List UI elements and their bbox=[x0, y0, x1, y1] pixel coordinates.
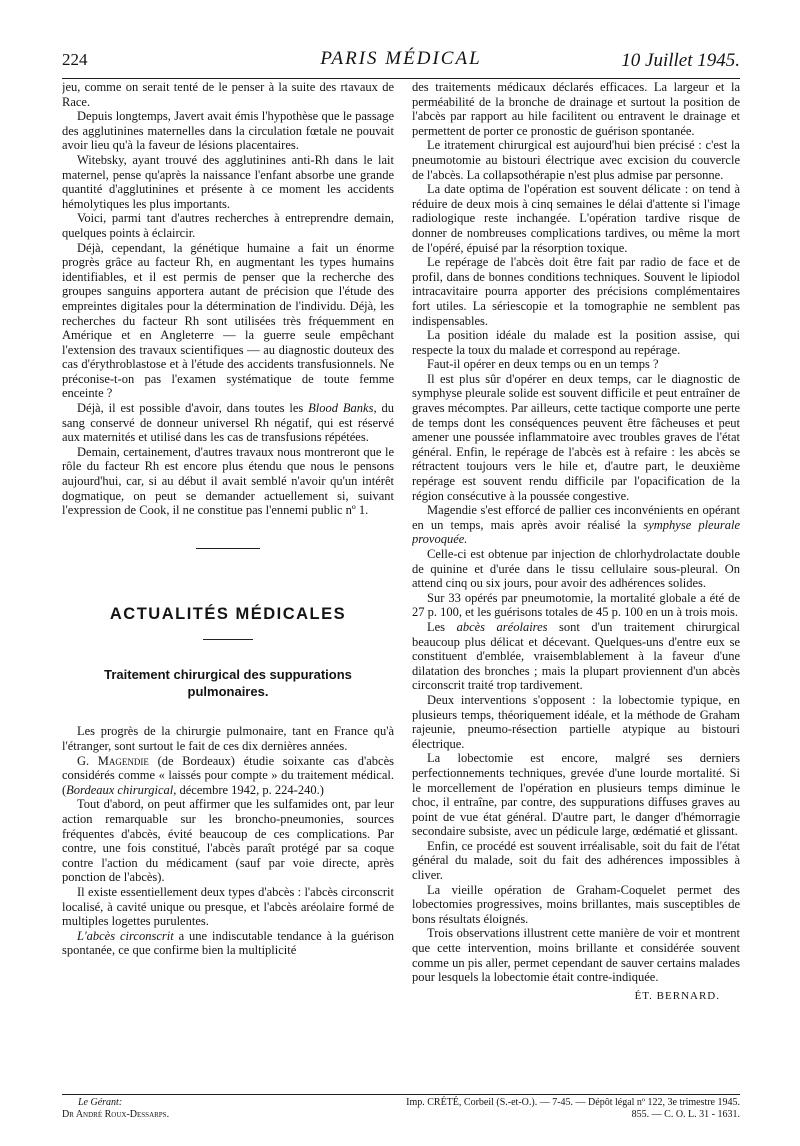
paragraph: Trois observations illustrent cette manière de voir et montrent que cette intervention, moins brillante et considérée souvent comme un pis aller, permet cependant de sauver certains malades pour lesquels la lobectomie était contre-indiquée. bbox=[412, 926, 740, 985]
text-run: a une indiscutable tendance à la guérison spontanée, ce que confirme bien la multiplicité bbox=[62, 928, 394, 958]
page-number: 224 bbox=[62, 50, 88, 69]
paragraph bbox=[412, 503, 740, 547]
paragraph: La date optima de l'opération est souvent délicate : on tend à réduire de deux mois à cinq semaines le délai d'attente si l'image radiologique reste inchangée. L'opération tardive risque de donner de nombreuses complications tardives, ou même la mort de l'opéré, épuisé par la résorption toxique. bbox=[412, 182, 740, 255]
italic-term: L'abcès circonscrit bbox=[77, 928, 174, 943]
printer-block bbox=[322, 1097, 740, 1121]
text-run: Les bbox=[427, 619, 457, 634]
gerant-label: Le Gérant: bbox=[78, 1097, 123, 1108]
left-column bbox=[62, 80, 394, 1090]
paragraph: Le itratement chirurgical est aujourd'hui bien précisé : c'est la pneumotomie au bistouri électrique avec excision du couvercle de l'abcès. La collapsothérapie n'est plus admise par personne. bbox=[412, 138, 740, 182]
paragraph-citation bbox=[62, 754, 394, 798]
paragraph: Il est plus sûr d'opérer en deux temps, car le diagnostic de symphyse pleurale solide est souvent difficile et peut entraîner de graves mécomptes. Par ailleurs, cette tactique comporte une perte de temps dont les conséquences peuvent être fâcheuses et peut amener une poussée inflammatoire avec troubles graves de l'état général. Enfin, le repérage de l'abcès est à refaire : les abcès se rétractent toujours vers le hile et, d'autre part, le deuxième repérage est souvent rendu difficile par l'opacification de la région consécutive à la poussée congestive. bbox=[412, 371, 740, 503]
paragraph: Il existe essentiellement deux types d'abcès : l'abcès circonscrit localisé, à cavité unique ou presque, et l'abcès aréolaire formé de multiples logettes purulentes. bbox=[62, 884, 394, 929]
imprint-line: 855. — C. O. L. 31 - 1631. bbox=[631, 1109, 740, 1120]
paragraph: Les progrès de la chirurgie pulmonaire, tant en France qu'à l'étranger, sont surtout le fait de ces dix dernières années. bbox=[62, 724, 394, 753]
right-column bbox=[412, 80, 740, 1090]
italic-term: symphyse pleurale provoquée. bbox=[412, 517, 740, 547]
text-run: décembre 1942, p. 224-240.) bbox=[176, 782, 324, 797]
paragraph: Demain, certainement, d'autres travaux nous montreront que le rôle du facteur Rh est encore plus étendu que nous le pensons aujourd'hui, car, si au début il avait semblé n'avoir qu'un intérêt dogmatique, on peut se demander actuellement si, suivant l'expression de Cook, il ne constitue pas l'ennemi public nº 1. bbox=[62, 444, 394, 518]
paragraph: des traitements médicaux déclarés efficaces. La largeur et la perméabilité de la bronche de drainage et surtout la position de l'abcès par rapport au hile facilitent ou entravent le drainage et permettent de porter ce pronostic de guérison spontanée. bbox=[412, 80, 740, 138]
gerant-name: Dr André Roux-Dessarps. bbox=[62, 1109, 170, 1120]
article-title: Traitement chirurgical des suppurations pulmonaires. bbox=[104, 667, 352, 700]
paragraph: jeu, comme on serait tenté de le penser à la suite des rtavaux de Race. bbox=[62, 80, 394, 109]
paragraph: Celle-ci est obtenue par injection de chlorhydrolactate double de quinine et d'urée dans le tissu cellulaire sous-pleural. On attend cinq ou six jours, pour avoir des adhérences solides. bbox=[412, 547, 740, 591]
section-title: ACTUALITÉS MÉDICALES bbox=[109, 604, 347, 623]
paragraph: Voici, parmi tant d'autres recherches à entreprendre demain, quelques points à éclaircir. bbox=[62, 211, 394, 240]
paragraph: Tout d'abord, on peut affirmer que les sulfamides ont, par leur action remarquable sur les broncho-pneumonies, sources fréquentes d'abcès, évité beaucoup de ces complications. Par contre, une fois constitué, l'abcès paraît protégé par sa coque contre l'action du médicament (sauf par voie directe, après ponction de l'abcès). bbox=[62, 797, 394, 885]
publisher-block bbox=[62, 1097, 312, 1121]
footer-rule bbox=[62, 1094, 740, 1095]
paragraph: La vieille opération de Graham-Coquelet permet des lobectomies progressives, moins brillantes, mais susceptibles de bons résultats éloignés. bbox=[412, 882, 740, 926]
text-run: sont d'un traitement chirurgical beaucoup plus délicat et décevant. Quelques-uns d'entre eux se constituent d'emblée, vraisemblablement à la faveur d'une dilatation des bronches ; mais la plupart proviennent d'un abcès circonscrit traité trop tardivement. bbox=[412, 619, 740, 693]
paragraph: Enfin, ce procédé est souvent irréalisable, soit du fait de l'état général du malade, soit du fait des adhérences impossibles à cliver. bbox=[412, 838, 740, 883]
paragraph-blood-banks bbox=[62, 401, 394, 445]
paragraph: Deux interventions s'opposent : la lobectomie typique, en plusieurs temps, théoriquement idéale, et la méthode de Graham rajeunie, pneumo-résection partielle atypique au bistouri électrique. bbox=[412, 692, 740, 751]
text-run: Déjà, il est possible d'avoir, dans toutes les bbox=[77, 401, 309, 416]
paragraph bbox=[412, 620, 740, 693]
journal-reference: Bordeaux chirurgical, bbox=[66, 782, 177, 797]
paragraph: La lobectomie est encore, malgré ses derniers perfectionnements techniques, grevée d'une lourde mortalité. Si le morcellement de l'opération en plusieurs temps diminue le choc, il entraîne, par contre, des suppurations diffuses graves au point de vue état général. D'autre part, le danger d'hémorragie secondaire subsiste, avec un pédicule large, œdématié et glissant. bbox=[412, 751, 740, 839]
paragraph: Sur 33 opérés par pneumotomie, la mortalité globale a été de 27 p. 100, et les guérisons totales de 45 p. 100 en un à trois mois. bbox=[412, 590, 740, 620]
paragraph: La position idéale du malade est la position assise, qui respecte la toux du malade et correspond au repérage. bbox=[412, 328, 740, 357]
journal-title: PARIS MÉDICAL bbox=[320, 48, 482, 69]
text-run: (de Bordeaux) étudie soixante cas d'abcès considérés comme « laissés pour compte » du traitement médical. ( bbox=[62, 753, 394, 797]
running-header bbox=[62, 46, 740, 76]
italic-term: Blood Banks, bbox=[308, 401, 377, 416]
text-run: du sang conservé de donneur universel Rh négatif, qui est réservé aux maternités et utilisé dans les cas de transfusions répétées. bbox=[62, 401, 394, 445]
paragraph: Depuis longtemps, Javert avait émis l'hypothèse que le passage des agglutinines maternelles dans la circulation fœtale ne pouvait avoir lieu qu'à la faveur de lésions placentaires. bbox=[62, 109, 394, 153]
paragraph: Le repérage de l'abcès doit être fait par radio de face et de profil, dans de bonnes conditions techniques. Souvent le lipiodol intracavitaire pourra apporter des précisions complémentaires fort utiles. La sériescopie et la tomographie ne semblent pas indispensables. bbox=[412, 255, 740, 328]
imprint-line: Imp. CRÉTÉ, Corbeil (S.-et-O.). — 7-45. — Dépôt légal nº 122, 3e trimestre 1945. bbox=[406, 1097, 740, 1108]
author-name: G. Magendie bbox=[77, 753, 149, 768]
paragraph: Witebsky, ayant trouvé des agglutinines anti-Rh dans le lait maternel, pense qu'après la naissance l'enfant absorbe une grande quantité d'agglutinines et présente à ce moment les accidents hémolytiques les plus importants. bbox=[62, 152, 394, 211]
question: Faut-il opérer en deux temps ou en un temps ? bbox=[427, 357, 659, 372]
author-signature: ÉT. BERNARD. bbox=[634, 989, 720, 1002]
header-rule bbox=[62, 78, 740, 79]
imprint-footer bbox=[62, 1097, 740, 1129]
text-run: Magendie s'est efforcé de pallier ces inconvénients en opérant en un temps, mais après avoir réalisé la bbox=[412, 503, 740, 532]
italic-term: abcès aréolaires bbox=[456, 619, 548, 634]
paragraph bbox=[62, 929, 394, 958]
issue-date: 10 Juillet 1945. bbox=[621, 50, 740, 71]
paragraph: Déjà, cependant, la génétique humaine a fait un énorme progrès grâce au facteur Rh, en augmentant les types humains identifiables, et il est permis de penser que la recherche des groupes sanguins apportera autant de précision que l'étude des empreintes digitales pour la détermination de l'individu. Déjà, les recherches du facteur Rh sont utilisées très fréquemment en Amérique et en Angleterre — la guerre seule empêchant l'extension des travaux scientifiques — au diagnostic douteux des cas d'érythroblastose et à l'étude des accidents transfusionnels. Ne préconise-t-on pas l'examen systématique de toute femme enceinte ? bbox=[62, 240, 394, 401]
